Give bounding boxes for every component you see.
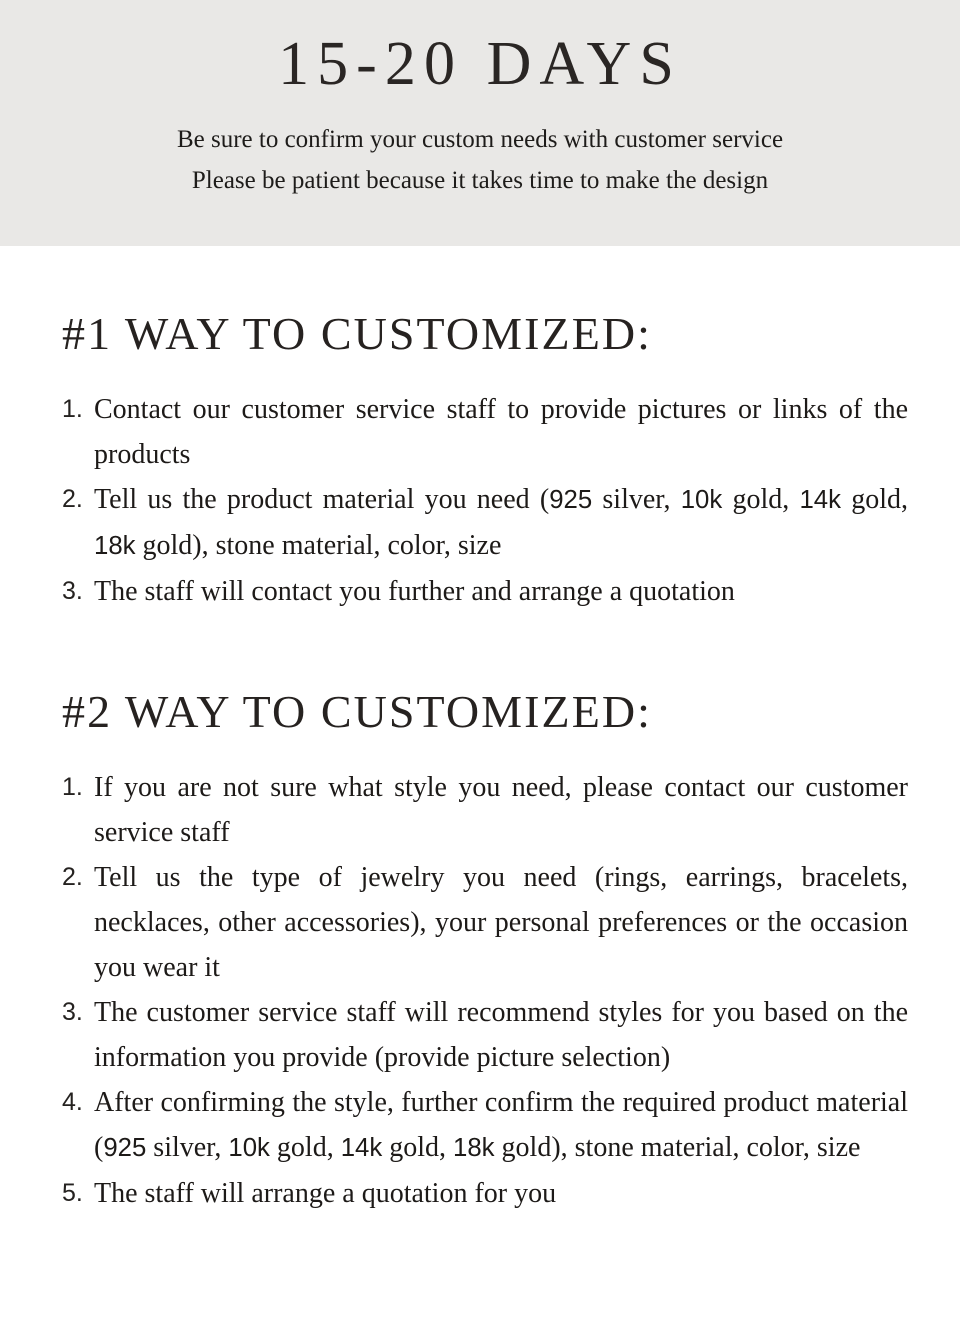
step-number: 2. <box>62 484 83 513</box>
step-list-item <box>62 569 908 614</box>
banner-subtitle <box>0 119 960 201</box>
step-list-item <box>62 387 908 477</box>
step-text: After confirming the style, further confirm the required product material (925 silver, 10k gold, 14k gold, 18k gold), stone material, color, size <box>94 1086 908 1163</box>
way-2-heading: #2 WAY TO CUSTOMIZED: <box>62 685 653 737</box>
step-number: 4. <box>62 1087 83 1116</box>
step-text: The staff will contact you further and arrange a quotation <box>94 575 735 607</box>
step-list-item <box>62 765 908 855</box>
step-number: 3. <box>62 997 83 1026</box>
step-number: 1. <box>62 394 83 423</box>
step-text: Contact our customer service staff to provide pictures or links of the products <box>94 393 908 470</box>
step-text: The customer service staff will recommend styles for you based on the information you provide (provide picture selection) <box>94 996 908 1073</box>
step-number: 2. <box>62 862 83 891</box>
step-number: 3. <box>62 576 83 605</box>
way-2-section <box>0 686 960 1216</box>
banner-subtitle-line-2: Please be patient because it takes time to make the design <box>191 167 769 195</box>
way-2-steps-list <box>62 765 908 1216</box>
banner-subtitle-line-1: Be sure to confirm your custom needs with customer service <box>176 126 784 154</box>
step-text: Tell us the product material you need (925 silver, 10k gold, 14k gold, 18k gold), stone material, color, size <box>94 483 908 561</box>
step-text: The staff will arrange a quotation for you <box>94 1177 557 1209</box>
step-number: 5. <box>62 1178 83 1207</box>
way-1-steps-list <box>62 387 908 614</box>
step-text: Tell us the type of jewelry you need (rings, earrings, bracelets, necklaces, other accessories), your personal preferences or the occasion you wear it <box>94 861 908 983</box>
way-1-heading: #1 WAY TO CUSTOMIZED: <box>62 308 653 359</box>
step-list-item <box>62 990 908 1080</box>
step-list-item <box>62 855 908 990</box>
lead-time-title: 15-20 DAYS <box>278 30 682 98</box>
way-1-section <box>0 308 960 614</box>
lead-time-banner <box>0 0 960 246</box>
step-number: 1. <box>62 772 83 801</box>
step-list-item <box>62 1171 908 1216</box>
step-text: If you are not sure what style you need, please contact our customer service staff <box>94 771 908 848</box>
step-list-item <box>62 477 908 569</box>
step-list-item <box>62 1080 908 1171</box>
